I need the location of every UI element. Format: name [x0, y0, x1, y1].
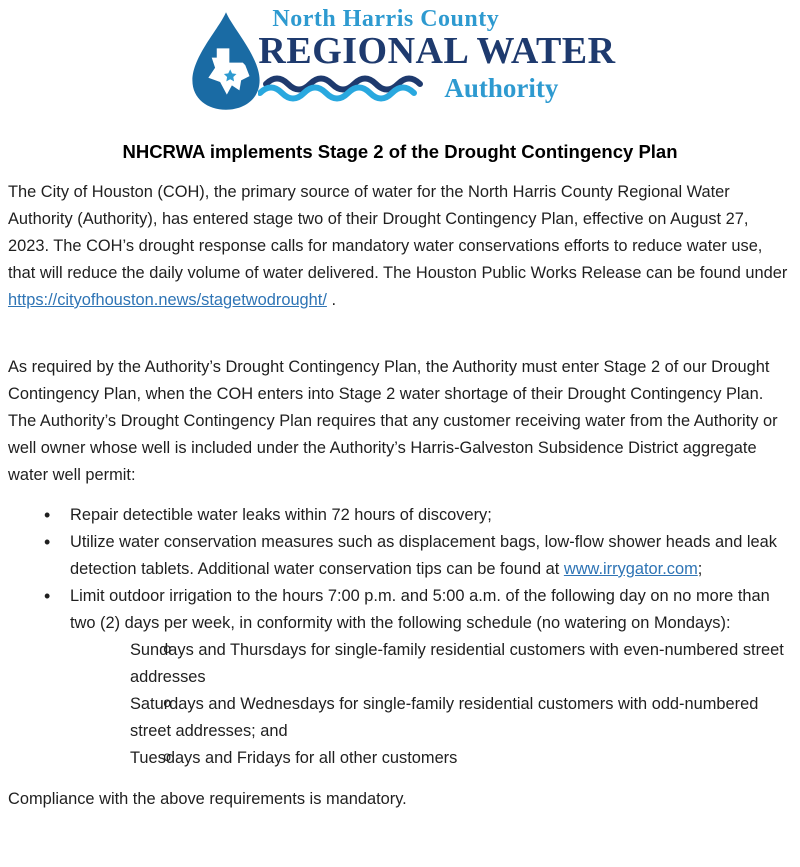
nhcrwa-logo	[8, 6, 792, 116]
list-item-irrigation	[70, 583, 792, 772]
intro-text-after-link: .	[326, 291, 337, 309]
requirements-list	[8, 502, 792, 772]
watering-schedule-list	[70, 637, 792, 772]
logo-county-text: North Harris County	[272, 6, 500, 32]
closing-statement: Compliance with the above requirements is mandatory.	[8, 790, 407, 808]
schedule-item-even-addresses: o Sundays and Thursdays for single-family residential customers with even-numbered street addresses	[130, 637, 792, 691]
conservation-text-after-link: ;	[697, 560, 703, 578]
logo-authority-text: Authority	[444, 73, 559, 103]
list-item-repair-leaks	[70, 502, 792, 529]
intro-text-before-link: The City of Houston (COH), the primary source of water for the North Harris County Regional Water Authority (Authority), has entered stage two of their Drought Contingency Plan, effective on August 27, 2023. The COH’s drought response calls for mandatory water conservations efforts to reduce water use, that will reduce the daily volume of water delivered. The Houston Public Works Release can be found under	[8, 183, 788, 282]
schedule-item-other-customers: o Tuesdays and Fridays for all other customers	[130, 745, 792, 772]
conservation-text-before-link: Utilize water conservation measures such as displacement bags, low-flow shower heads and leak detection tablets. Additional water conservation tips can be found at	[70, 533, 777, 578]
intro-paragraph	[8, 179, 792, 314]
logo-inner	[184, 6, 615, 114]
irrygator-link[interactable]: www.irrygator.com	[563, 560, 698, 578]
water-waves-icon	[258, 72, 436, 102]
list-item-conservation	[70, 529, 792, 583]
logo-waves-row	[258, 72, 615, 102]
houston-drought-link[interactable]: https://cityofhouston.news/stagetwodrought/	[8, 291, 327, 309]
irrigation-text: Limit outdoor irrigation to the hours 7:00 p.m. and 5:00 a.m. of the following day on no more than two (2) days per week, in conformity with the following schedule (no watering on Mondays):	[70, 587, 770, 632]
page-title: NHCRWA implements Stage 2 of the Drought Contingency Plan	[122, 141, 678, 162]
water-drop-texas-icon	[184, 8, 268, 114]
logo-text-block	[258, 6, 615, 102]
schedule-item-odd-addresses: o Saturdays and Wednesdays for single-family residential customers with odd-numbered street addresses; and	[130, 691, 792, 745]
requirements-paragraph: As required by the Authority’s Drought Contingency Plan, the Authority must enter Stage 2 of our Drought Contingency Plan, when the COH enters into Stage 2 water shortage of their Drought Contingency Plan. The Authority’s Drought Contingency Plan requires that any customer receiving water from the Authority or well owner whose well is included under the Authority’s Harris-Galveston Subsidence District aggregate water well permit:	[8, 358, 778, 484]
repair-leaks-text: Repair detectible water leaks within 72 hours of discovery;	[70, 506, 492, 524]
logo-regional-water-text: REGIONAL WATER	[258, 30, 616, 72]
